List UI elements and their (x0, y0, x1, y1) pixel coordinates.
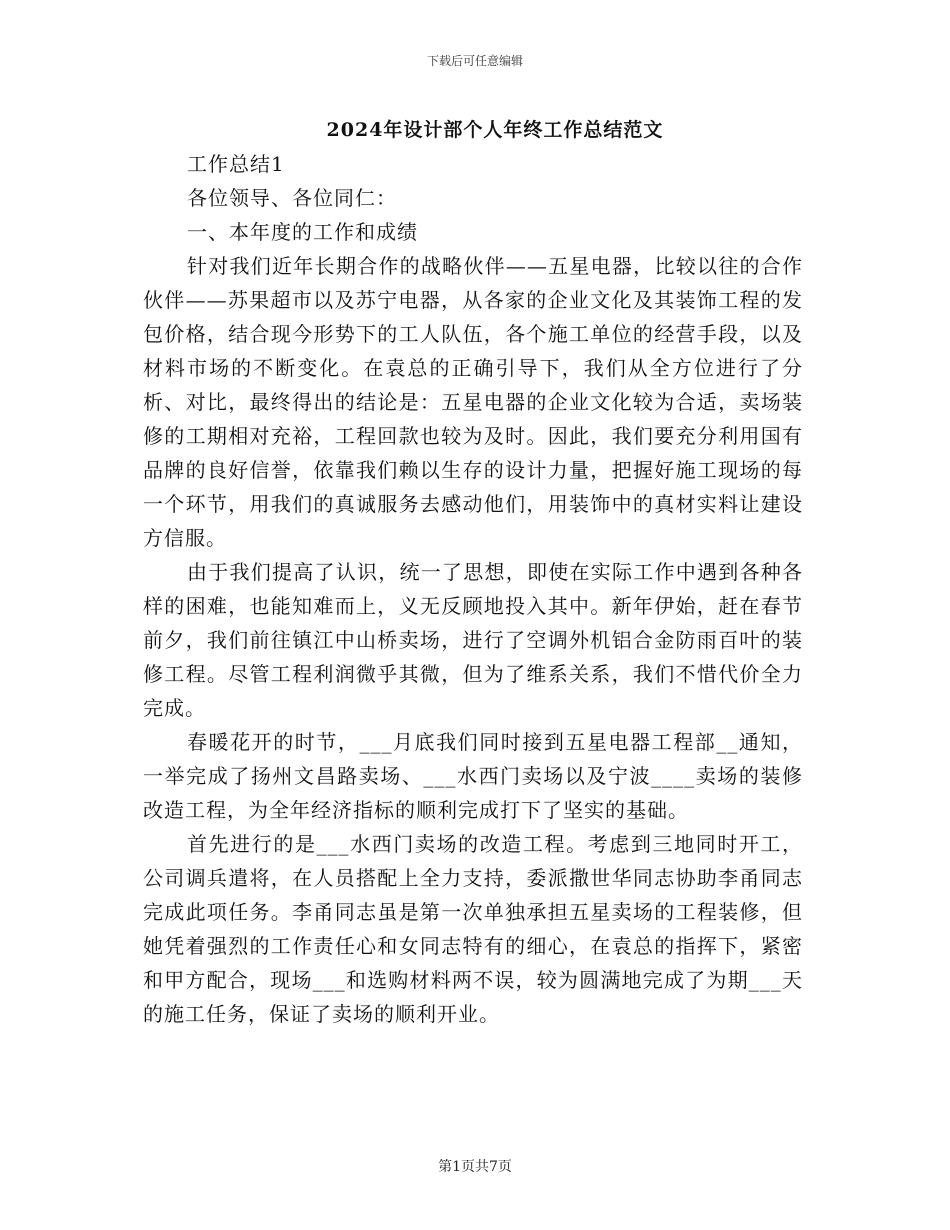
paragraph-spring-projects: 春暖花开的时节，___月底我们同时接到五星电器工程部__通知，一举完成了扬州文昌路卖场、___水西门卖场以及宁波____卖场的装修改造工程，为全年经济指标的顺利完成打下了坚实的基础。 (143, 730, 803, 822)
document-title: 2024年设计部个人年终工作总结范文 (326, 119, 664, 141)
paragraph-salutation: 各位领导、各位同仁： (187, 186, 397, 210)
paragraph-new-year-work: 由于我们提高了认识，统一了思想，即使在实际工作中遇到各种各样的困难，也能知难而上，义无反顾地投入其中。新年伊始，赶在春节前夕，我们前往镇江中山桥卖场，进行了空调外机铝合金防雨百叶的装修工程。尽管工程利润微乎其微，但为了维系关系，我们不惜代价全力完成。 (143, 560, 803, 720)
document-body (143, 147, 803, 1031)
page-number: 第1页共7页 (438, 1159, 512, 1175)
page-header-note: 下载后可任意编辑 (426, 54, 523, 68)
paragraph-section-heading: 一、本年度的工作和成绩 (187, 220, 418, 244)
paragraph-partner-analysis: 针对我们近年长期合作的战略伙伴——五星电器，比较以往的合作伙伴——苏果超市以及苏宁电器，从各家的企业文化及其装饰工程的发包价格，结合现今形势下的工人队伍，各个施工单位的经营手段，以及材料市场的不断变化。在袁总的正确引导下，我们从全方位进行了分析、对比，最终得出的结论是：五星电器的企业文化较为合适，卖场装修的工期相对充裕，工程回款也较为及时。因此，我们要充分利用国有品牌的良好信誉，依靠我们赖以生存的设计力量，把握好施工现场的每一个环节，用我们的真诚服务去感动他们，用装饰中的真材实料让建设方信服。 (143, 254, 803, 550)
paragraph-shuiximen-project: 首先进行的是___水西门卖场的改造工程。考虑到三地同时开工，公司调兵遣将，在人员搭配上全力支持，委派撒世华同志协助李甬同志完成此项任务。李甬同志虽是第一次单独承担五星卖场的工程装修，但她凭着强烈的工作责任心和女同志特有的细心，在袁总的指挥下，紧密和甲方配合，现场___和选购材料两不误，较为圆满地完成了为期___天的施工任务，保证了卖场的顺利开业。 (143, 832, 803, 1026)
paragraph-summary-heading: 工作总结1 (187, 152, 285, 176)
